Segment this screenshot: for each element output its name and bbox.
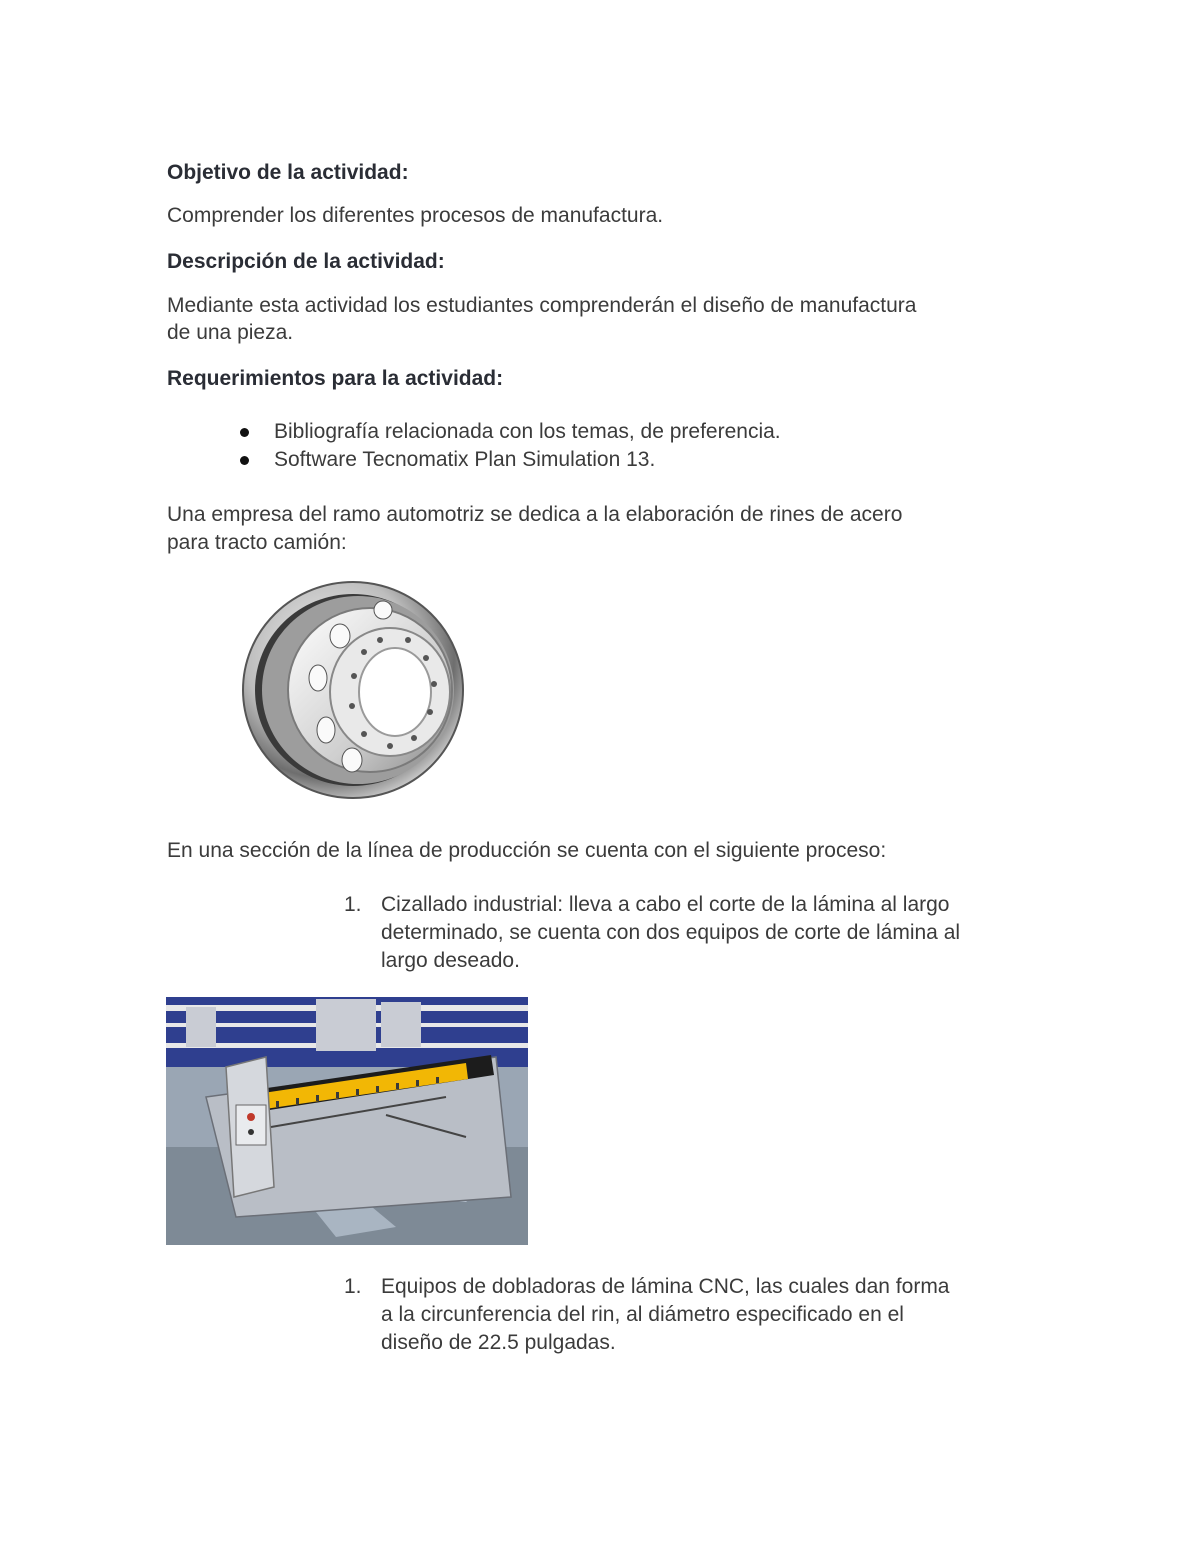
intro-text-line2: para tracto camión: <box>167 531 347 554</box>
intro-text-line1: Una empresa del ramo automotriz se dedica a la elaboración de rines de acero <box>167 503 903 526</box>
steel-rim-image <box>240 578 470 808</box>
description-text-line2: de una pieza. <box>167 321 294 344</box>
list-item: Bibliografía relacionada con los temas, de preferencia. <box>240 418 781 446</box>
list-item: 1. Equipos de dobladoras de lámina CNC, las cuales dan forma a la circunferencia del rin, al diámetro especificado en el diseño de 22.5 pulgadas. <box>344 1275 950 1354</box>
description-heading: Descripción de la actividad: <box>167 250 445 273</box>
description-text-line1: Mediante esta actividad los estudiantes comprenderán el diseño de manufactura <box>167 294 917 317</box>
shearing-machine-image <box>166 997 528 1245</box>
list-item: 1. Cizallado industrial: lleva a cabo el corte de la lámina al largo determinado, se cuenta con dos equipos de corte de lámina al largo deseado. <box>344 893 961 972</box>
objective-heading: Objetivo de la actividad: <box>167 161 409 184</box>
requirements-list <box>240 418 781 474</box>
objective-text: Comprender los diferentes procesos de manufactura. <box>167 204 664 227</box>
bullet-icon <box>240 428 249 437</box>
requirements-heading: Requerimientos para la actividad: <box>167 367 504 390</box>
process-step-list-2 <box>344 1273 1044 1357</box>
list-item: Software Tecnomatix Plan Simulation 13. <box>240 446 781 474</box>
process-intro-text: En una sección de la línea de producción se cuenta con el siguiente proceso: <box>167 839 887 862</box>
process-step-list <box>344 891 1044 975</box>
bullet-icon <box>240 456 249 465</box>
